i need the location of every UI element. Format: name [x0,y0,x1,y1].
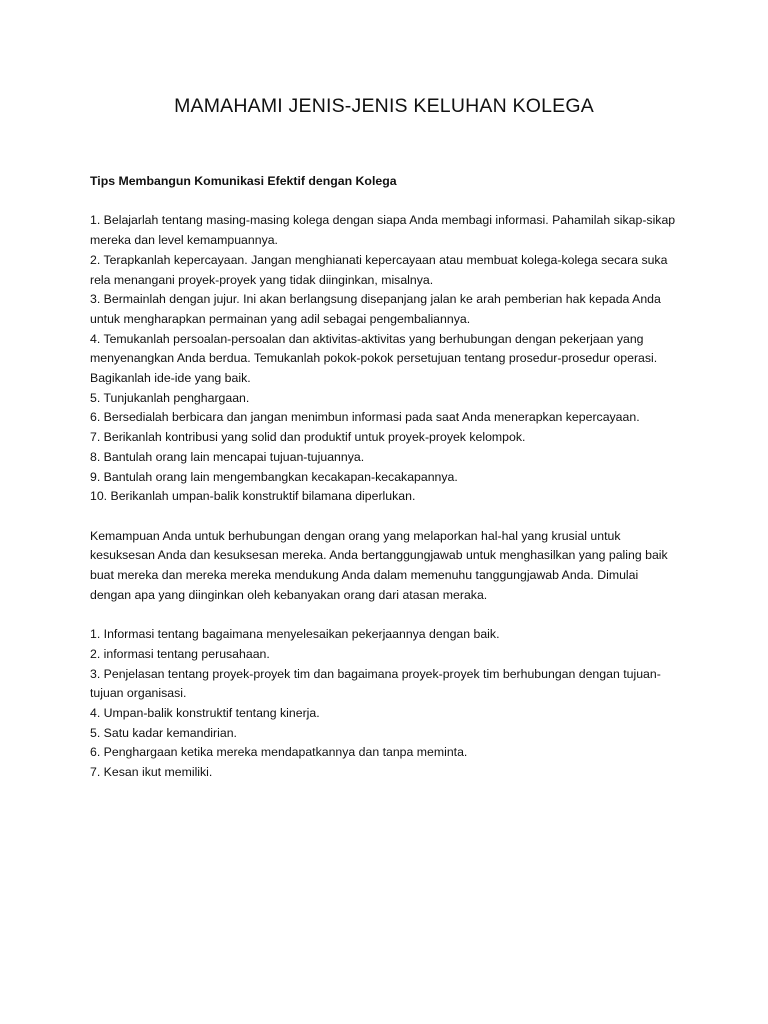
list-item: 2. Terapkanlah kepercayaan. Jangan menghianati kepercayaan atau membuat kolega-kolega secara suka rela menangani proyek-proyek yang tidak diinginkan, misalnya. [90,252,668,287]
body-paragraph: Kemampuan Anda untuk berhubungan dengan orang yang melaporkan hal-hal yang krusial untuk kesuksesan Anda dan kesuksesan mereka. Anda bertanggungjawab untuk menghasilkan yang paling baik buat mereka dan mereka mereka mendukung Anda dalam memenuhu tanggungjawab Anda. Dimulai dengan apa yang diinginkan oleh kebanyakan orang dari atasan meraka. [90,528,668,602]
list-item: 9. Bantulah orang lain mengembangkan kecakapan-kecakapannya. [90,469,458,484]
list-item: 7. Kesan ikut memiliki. [90,765,213,780]
needs-list [90,625,680,783]
list-item: 1. Belajarlah tentang masing-masing kolega dengan siapa Anda membagi informasi. Pahamilah sikap-sikap mereka dan level kemampuannya. [90,213,676,248]
tips-list [90,211,680,507]
list-item: 8. Bantulah orang lain mencapai tujuan-tujuannya. [90,449,365,464]
list-item: 4. Umpan-balik konstruktif tentang kinerja. [90,705,320,720]
document-title: MAMAHAMI JENIS-JENIS KELUHAN KOLEGA [174,95,594,117]
list-item: 2. informasi tentang perusahaan. [90,646,270,661]
list-item: 5. Satu kadar kemandirian. [90,725,237,740]
list-item: 3. Bermainlah dengan jujur. Ini akan berlangsung disepanjang jalan ke arah pemberian hak kepada Anda untuk mengharapkan permainan yang adil sebagai pengembaliannya. [90,292,661,326]
list-item: 1. Informasi tentang bagaimana menyelesaikan pekerjaannya dengan baik. [90,627,500,642]
list-item: 6. Bersedialah berbicara dan jangan menimbun informasi pada saat Anda menerapkan kepercayaan. [90,410,640,425]
list-item: 10. Berikanlah umpan-balik konstruktif bilamana diperlukan. [90,489,416,504]
list-item: 5. Tunjukanlah penghargaan. [90,390,250,405]
list-item: 7. Berikanlah kontribusi yang solid dan produktif untuk proyek-proyek kelompok. [90,430,526,445]
section-subtitle: Tips Membangun Komunikasi Efektif dengan Kolega [90,174,397,188]
list-item: 3. Penjelasan tentang proyek-proyek tim dan bagaimana proyek-proyek tim berhubungan dengan tujuan-tujuan organisasi. [90,666,661,701]
list-item: 6. Penghargaan ketika mereka mendapatkannya dan tanpa meminta. [90,745,468,760]
document-body [90,172,680,783]
list-item: 4. Temukanlah persoalan-persoalan dan aktivitas-aktivitas yang berhubungan dengan pekerjaan yang menyenangkan Anda berdua. Temukanlah pokok-pokok persetujuan tentang prosedur-prosedur operasi. Bagikanlah ide-ide yang baik. [90,331,658,386]
